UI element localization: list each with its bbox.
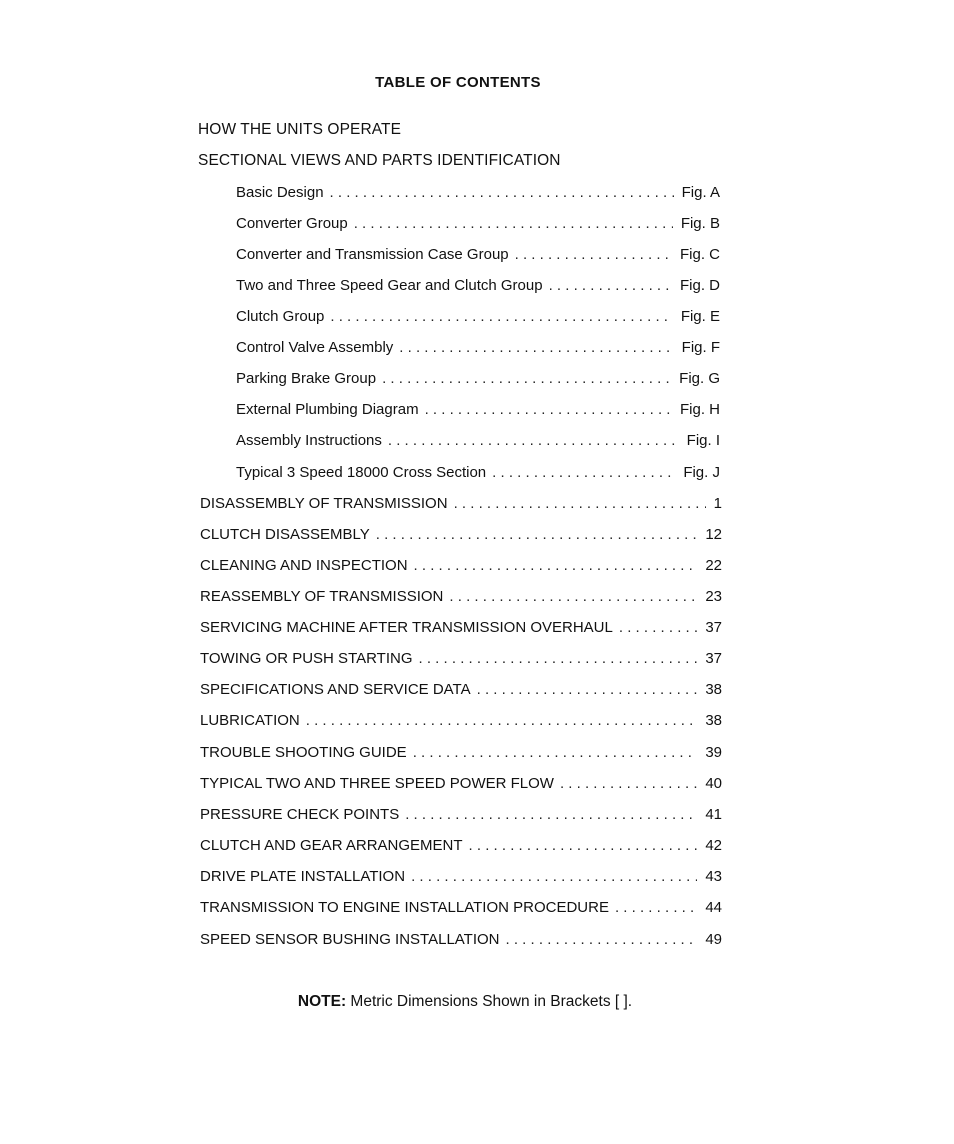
note-text: Metric Dimensions Shown in Brackets [ ]. — [350, 993, 633, 1010]
toc-section-entry — [200, 836, 722, 856]
note-label: NOTE: — [297, 993, 347, 1010]
toc-section-entry — [200, 587, 722, 607]
toc-entry-label: SPECIFICATIONS AND SERVICE DATA — [200, 681, 471, 698]
dot-leader — [619, 618, 697, 638]
toc-page-number: 40 — [705, 775, 722, 792]
toc-entry-ref: Fig. A — [681, 184, 720, 201]
dot-leader — [414, 556, 698, 576]
toc-figure-entry — [236, 431, 720, 451]
dot-leader — [425, 400, 672, 420]
toc-entry-label: DRIVE PLATE INSTALLATION — [200, 868, 406, 885]
toc-section-entry — [200, 774, 722, 794]
dot-leader — [376, 525, 698, 545]
dot-leader — [330, 307, 672, 327]
toc-section-entry — [200, 743, 722, 763]
toc-figure-entry — [236, 338, 720, 358]
toc-figure-entry — [236, 214, 720, 234]
section-heading-units-operate: HOW THE UNITS OPERATE — [198, 121, 402, 138]
toc-section-entry — [200, 930, 722, 950]
toc-section-entry — [200, 805, 722, 825]
dot-leader — [469, 836, 698, 856]
dot-leader — [560, 774, 697, 794]
dot-leader — [306, 711, 698, 731]
toc-page-number: 12 — [705, 526, 722, 543]
toc-entry-label: Converter Group — [236, 215, 348, 232]
toc-section-entry — [200, 649, 722, 669]
toc-section-entry — [200, 867, 722, 887]
toc-entry-label: External Plumbing Diagram — [236, 401, 419, 418]
page-title: TABLE OF CONTENTS — [375, 74, 541, 91]
toc-entry-label: REASSEMBLY OF TRANSMISSION — [200, 588, 444, 605]
toc-entry-label: CLUTCH AND GEAR ARRANGEMENT — [200, 837, 463, 854]
toc-entry-label: Two and Three Speed Gear and Clutch Group — [236, 277, 543, 294]
toc-section-entry — [200, 618, 722, 638]
dot-leader — [399, 338, 673, 358]
toc-entry-ref: Fig. E — [680, 308, 720, 325]
toc-entry-label: Parking Brake Group — [236, 370, 377, 387]
toc-page-number: 39 — [705, 744, 722, 761]
toc-entry-label: TYPICAL TWO AND THREE SPEED POWER FLOW — [200, 775, 554, 792]
toc-section-entry — [200, 494, 722, 514]
toc-section-entry — [200, 556, 722, 576]
toc-entry-label: Converter and Transmission Case Group — [236, 246, 509, 263]
toc-entry-label: Control Valve Assembly — [236, 339, 394, 356]
toc-page-number: 37 — [705, 650, 722, 667]
dot-leader — [330, 183, 674, 203]
toc-figure-entry — [236, 245, 720, 265]
toc-figure-entry — [236, 307, 720, 327]
toc-entry-label: PRESSURE CHECK POINTS — [200, 806, 400, 823]
toc-entry-ref: Fig. C — [679, 246, 720, 263]
toc-entry-label: SERVICING MACHINE AFTER TRANSMISSION OVERHAUL — [200, 619, 613, 636]
section-heading-sectional-views: SECTIONAL VIEWS AND PARTS IDENTIFICATION — [198, 152, 561, 169]
toc-entry-label: TRANSMISSION TO ENGINE INSTALLATION PROCEDURE — [200, 899, 609, 916]
dot-leader — [411, 867, 697, 887]
toc-entry-ref: Fig. I — [686, 432, 720, 449]
dot-leader — [492, 463, 675, 483]
dot-leader — [354, 214, 673, 234]
toc-entry-label: LUBRICATION — [200, 712, 300, 729]
toc-entry-ref: Fig. G — [679, 370, 720, 387]
toc-page-number: 22 — [705, 557, 722, 574]
toc-figure-entry — [236, 463, 720, 483]
metric-note — [0, 993, 930, 1011]
toc-page-number: 49 — [705, 931, 722, 948]
toc-section-entry — [200, 711, 722, 731]
toc-entry-label: Clutch Group — [236, 308, 325, 325]
toc-page-number: 38 — [705, 681, 722, 698]
toc-section-entry — [200, 680, 722, 700]
dot-leader — [388, 431, 679, 451]
toc-entry-label: Basic Design — [236, 184, 324, 201]
dot-leader — [454, 494, 706, 514]
toc-page-number: 23 — [705, 588, 722, 605]
toc-entry-label: Typical 3 Speed 18000 Cross Section — [236, 464, 487, 481]
toc-section-entry — [200, 898, 722, 918]
toc-entry-ref: Fig. D — [679, 277, 720, 294]
toc-entry-label: SPEED SENSOR BUSHING INSTALLATION — [200, 931, 500, 948]
toc-figure-entry — [236, 400, 720, 420]
dot-leader — [413, 743, 698, 763]
dot-leader — [515, 245, 672, 265]
toc-figure-entry — [236, 183, 720, 203]
dot-leader — [506, 930, 698, 950]
dot-leader — [477, 680, 698, 700]
toc-entry-ref: Fig. B — [680, 215, 720, 232]
dot-leader — [615, 898, 697, 918]
toc-entry-ref: Fig. F — [681, 339, 720, 356]
toc-page-number: 41 — [705, 806, 722, 823]
toc-entry-label: DISASSEMBLY OF TRANSMISSION — [200, 495, 448, 512]
toc-page-number: 38 — [705, 712, 722, 729]
toc-page-number: 42 — [705, 837, 722, 854]
dot-leader — [419, 649, 698, 669]
toc-page-number: 37 — [705, 619, 722, 636]
dot-leader — [405, 805, 697, 825]
toc-entry-label: TROUBLE SHOOTING GUIDE — [200, 744, 407, 761]
toc-entry-label: Assembly Instructions — [236, 432, 382, 449]
dot-leader — [382, 369, 671, 389]
toc-entry-label: TOWING OR PUSH STARTING — [200, 650, 413, 667]
dot-leader — [449, 587, 697, 607]
toc-entry-label: CLEANING AND INSPECTION — [200, 557, 408, 574]
toc-figure-entry — [236, 276, 720, 296]
toc-entry-ref: Fig. J — [683, 464, 720, 481]
toc-page-number: 44 — [705, 899, 722, 916]
toc-entry-label: CLUTCH DISASSEMBLY — [200, 526, 370, 543]
toc-entry-ref: Fig. H — [679, 401, 720, 418]
toc-page-number: 1 — [713, 495, 722, 512]
toc-section-entry — [200, 525, 722, 545]
toc-figure-entry — [236, 369, 720, 389]
toc-page-number: 43 — [705, 868, 722, 885]
dot-leader — [549, 276, 672, 296]
